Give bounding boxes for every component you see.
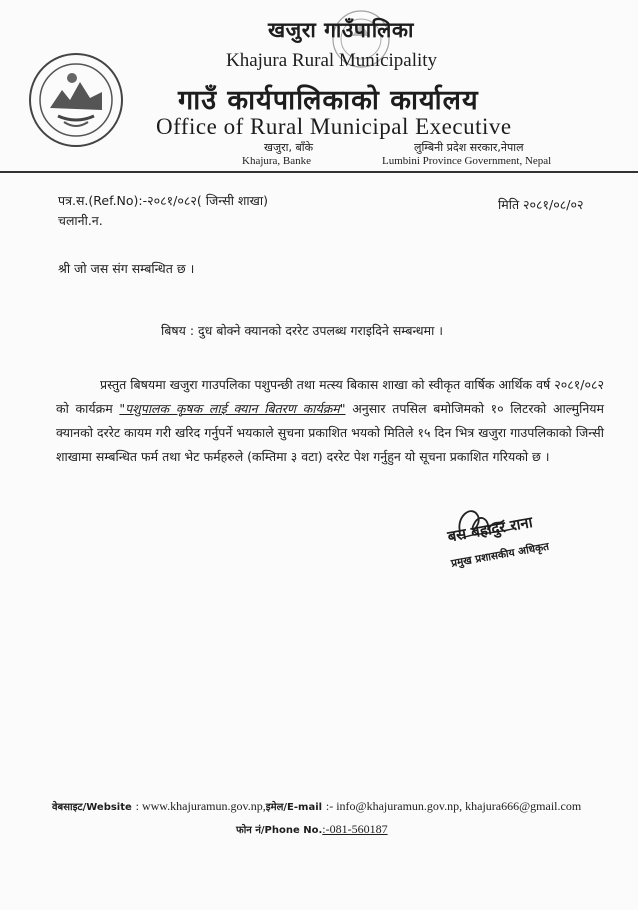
email-label-nepali: इमेल/ bbox=[265, 802, 288, 813]
office-name-english: Office of Rural Municipal Executive bbox=[156, 114, 512, 139]
addressee: श्री जो जस संग सम्बन्धित छ । bbox=[58, 261, 195, 276]
website-label-english: Website bbox=[86, 802, 132, 813]
dispatch-number: चलानी.न. bbox=[58, 213, 103, 228]
paragraph-part-2: अनुसार तपसिल बमोजिमको १० लिटरको आल्मुनियम क्यानको दररेट कायम गरी खरिद गर्नुपर्ने भयकाले सुचना प्रकाशित भयको मितिले १५ दिन भित्र खजुरा गाउपलिकाको जिन्सी शाखामा सम्बन्धित फर्म तथा भेट फर्महरुले (कम्तिमा ३ वटा) दररेट पेश गर्नुहुन यो सूचना प्रकाशित गरियको छ । bbox=[56, 401, 604, 464]
signatory-title: प्रमुख प्रशासकीय अधिकृत bbox=[450, 540, 550, 570]
footer-phone-line bbox=[236, 822, 388, 837]
phone-number[interactable]: :-081-560187 bbox=[322, 822, 388, 836]
footer-contact-line bbox=[52, 799, 581, 814]
location-english: Khajura, Banke bbox=[242, 155, 312, 167]
municipality-emblem bbox=[28, 52, 124, 148]
website-url[interactable]: : www.khajuramun.gov.np, bbox=[135, 799, 266, 813]
email-addresses[interactable]: :- info@khajuramun.gov.np, khajura666@gmail.com bbox=[325, 799, 582, 813]
municipality-name-english: Khajura Rural Municipality bbox=[226, 50, 438, 71]
email-label-english: E-mail bbox=[287, 802, 323, 813]
signatory-name: बस बहादुर राना bbox=[446, 513, 534, 546]
notice-paragraph bbox=[56, 373, 604, 469]
province-english: Lumbini Province Government, Nepal bbox=[382, 155, 552, 167]
municipality-name-nepali: खजुरा गाउँपालिका bbox=[268, 18, 414, 42]
program-name: "पशुपालक कृषक लाई क्यान बितरण कार्यक्रम" bbox=[119, 401, 346, 416]
location-nepali: खजुरा, बाँके bbox=[264, 141, 314, 154]
office-name-nepali: गाउँ कार्यपालिकाको कार्यालय bbox=[178, 85, 479, 116]
letter-date: मिति २०८१/०८/०२ bbox=[498, 197, 584, 212]
header-divider bbox=[0, 171, 638, 173]
phone-label-english: Phone No. bbox=[264, 825, 323, 836]
reference-number: पत्र.स.(Ref.No):-२०८१/०८२( जिन्सी शाखा) bbox=[58, 193, 268, 208]
website-label-nepali: वेबसाइट/ bbox=[52, 802, 87, 813]
subject-line: बिषय : दुध बोक्ने क्यानको दररेट उपलब्ध गराइदिने सम्बन्धमा । bbox=[161, 323, 444, 338]
province-nepali: लुम्बिनी प्रदेश सरकार,नेपाल bbox=[414, 141, 524, 154]
paragraph-part-1: प्रस्तुत बिषयमा खजुरा गाउपलिका पशुपन्छी तथा मत्स्य बिकास शाखा को स्वीकृत वार्षिक आर्थिक वर्ष २०८१/०८२ को कार्यक्रम bbox=[56, 377, 604, 416]
phone-label-nepali: फोन नं/ bbox=[236, 825, 265, 836]
